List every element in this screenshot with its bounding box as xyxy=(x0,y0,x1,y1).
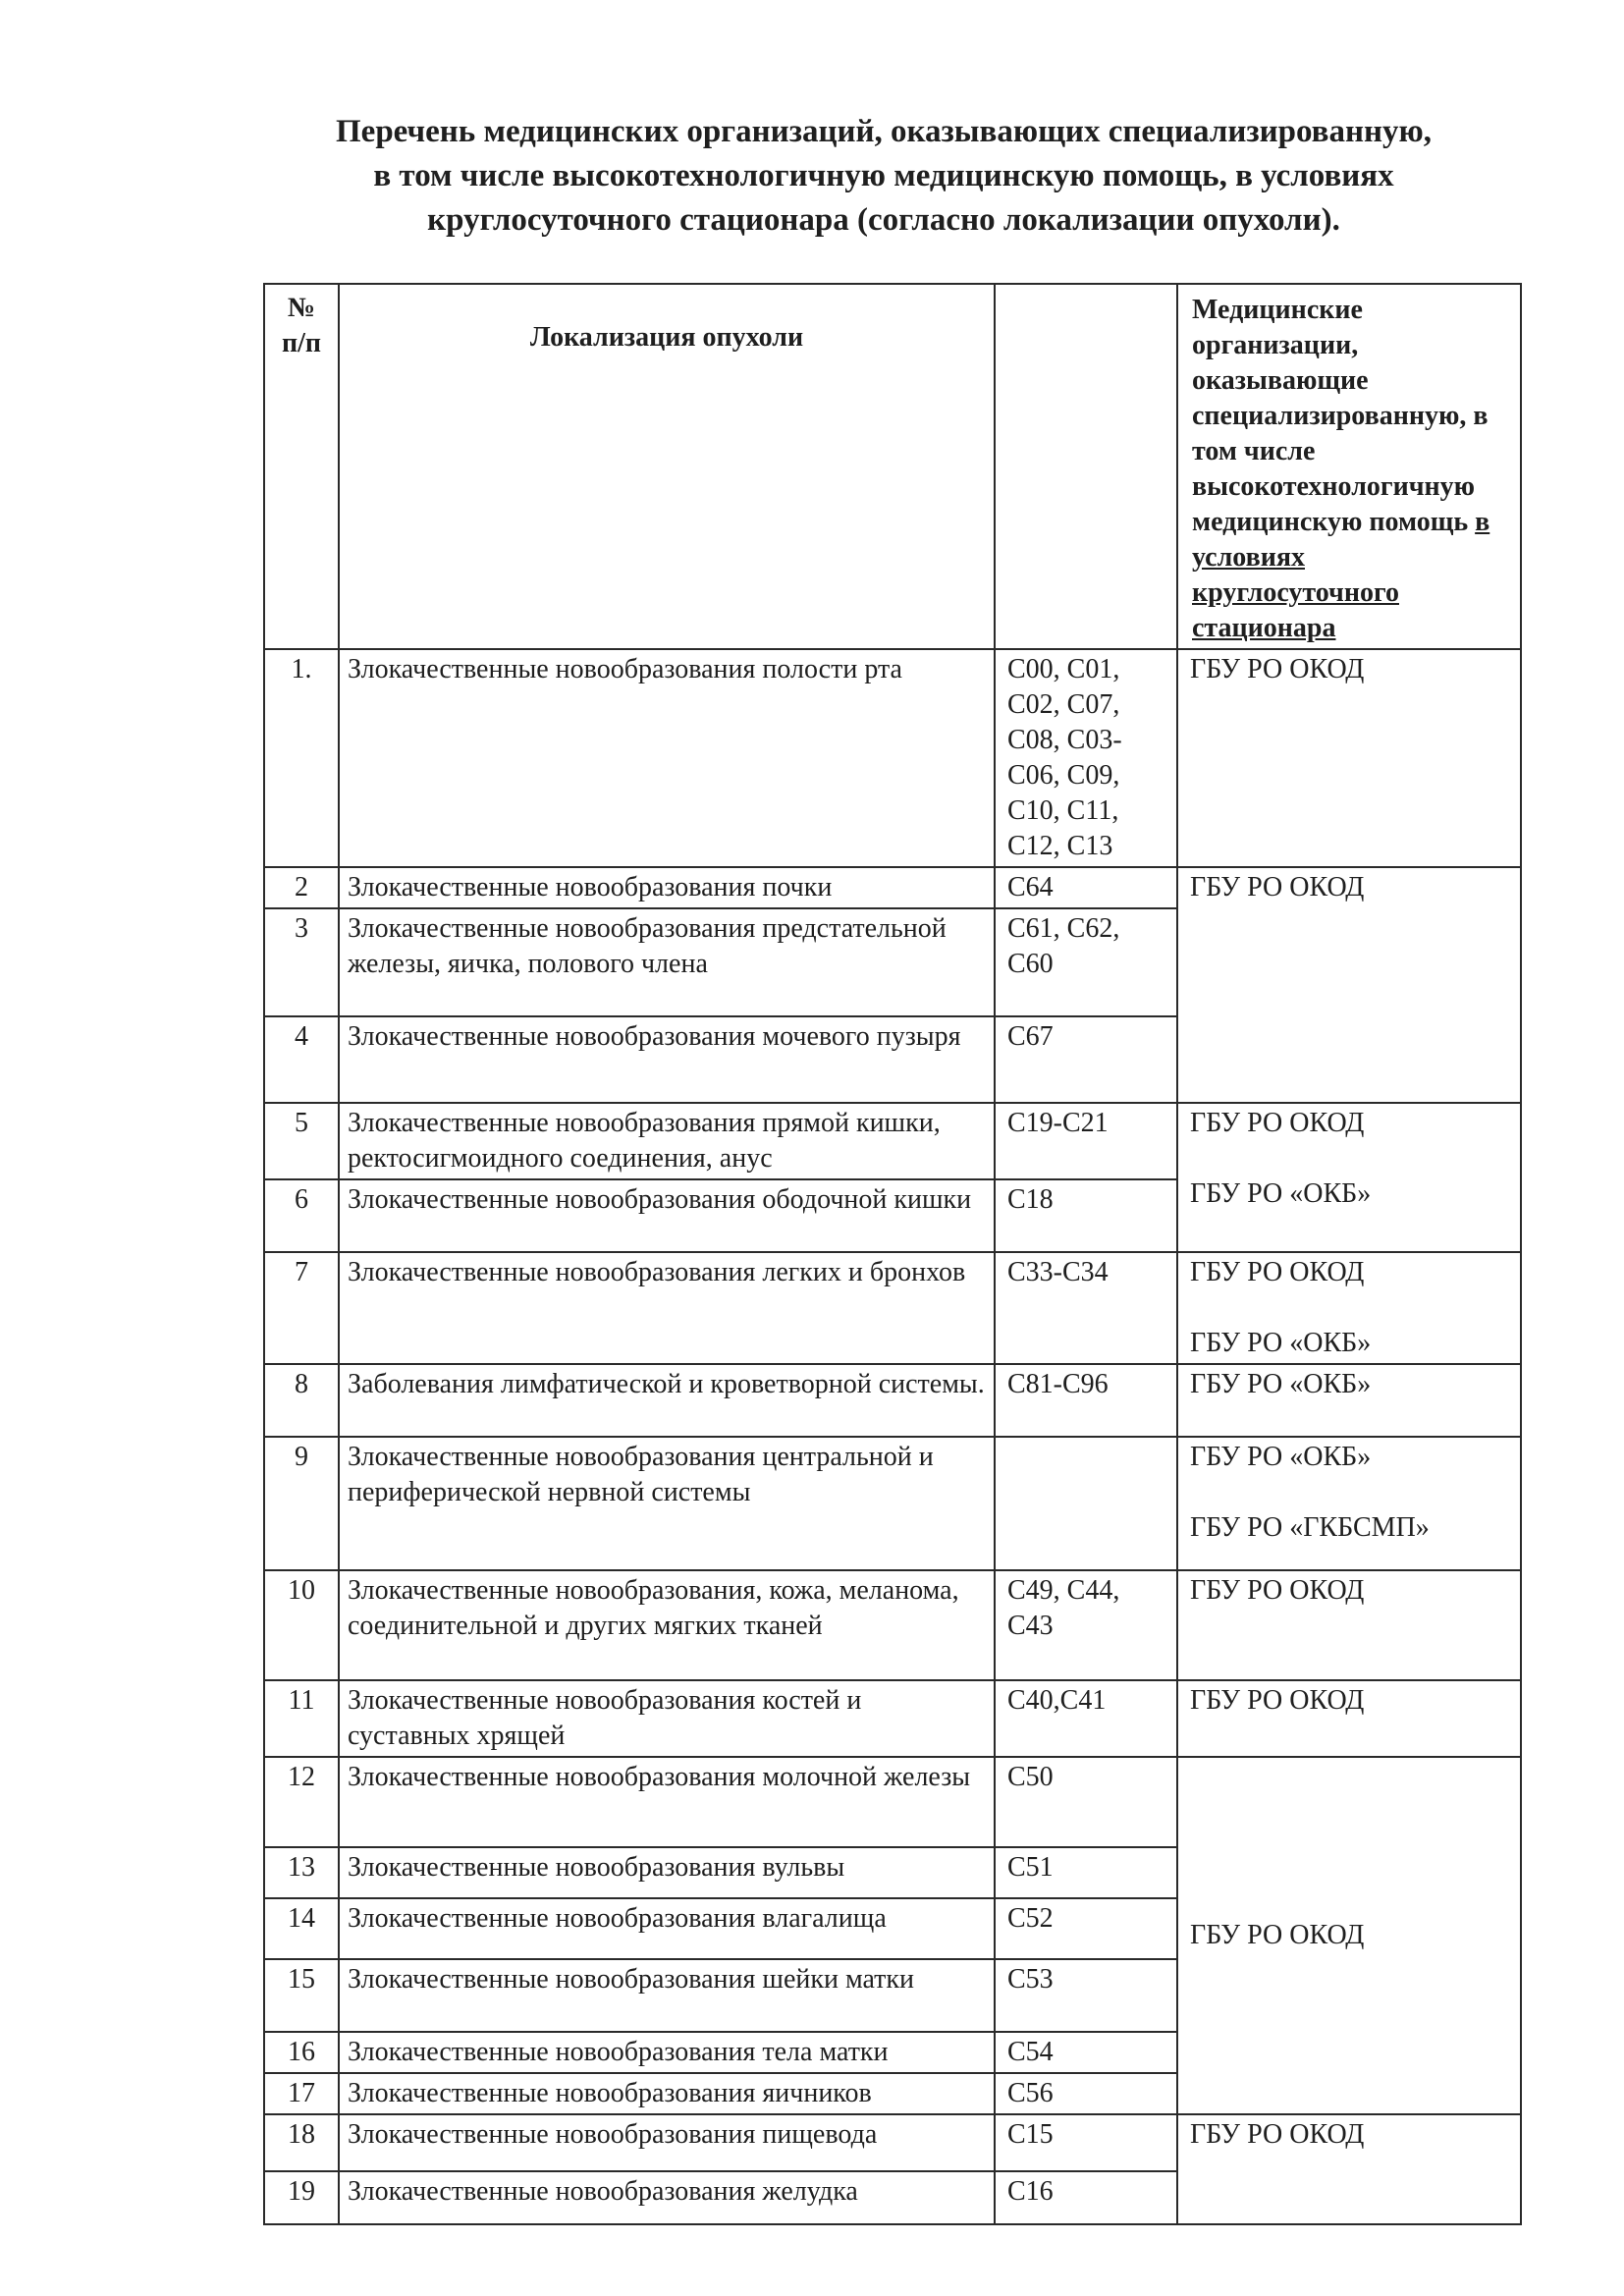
row-number: 16 xyxy=(264,2032,339,2073)
organization-name: ГБУ РО ОКОД xyxy=(1190,1920,1365,1950)
row-number: 4 xyxy=(264,1016,339,1103)
organizations-table xyxy=(263,283,1522,2225)
row-codes: C51 xyxy=(995,1847,1177,1898)
organization-name: ГБУ РО «ОКБ» xyxy=(1190,1442,1372,1472)
row-codes: C53 xyxy=(995,1959,1177,2032)
header-organizations xyxy=(1177,284,1521,649)
row-localization: Злокачественные новообразования предстательной железы, яичка, полового члена xyxy=(339,908,995,1016)
row-number: 10 xyxy=(264,1570,339,1680)
row-organizations xyxy=(1177,649,1521,867)
table-row xyxy=(264,2114,1521,2171)
row-number: 13 xyxy=(264,1847,339,1898)
row-codes: C40,C41 xyxy=(995,1680,1177,1757)
row-codes: C67 xyxy=(995,1016,1177,1103)
row-number: 1. xyxy=(264,649,339,867)
organization-name: ГБУ РО ОКОД xyxy=(1190,1108,1365,1138)
row-codes: C00, C01, C02, C07, C08, C03-C06, C09, C10, C11, C12, C13 xyxy=(995,649,1177,867)
row-localization: Заболевания лимфатической и кроветворной системы. xyxy=(339,1364,995,1437)
header-org-text: Медицинские организации, оказывающие специализированную, в том числе высокотехнологичную медицинскую помощь xyxy=(1192,295,1489,537)
row-organizations xyxy=(1177,1437,1521,1570)
row-localization: Злокачественные новообразования яичников xyxy=(339,2073,995,2114)
row-number: 19 xyxy=(264,2171,339,2224)
table-row xyxy=(264,1252,1521,1364)
table-row xyxy=(264,649,1521,867)
row-codes: C33-C34 xyxy=(995,1252,1177,1364)
organization-name: ГБУ РО «ОКБ» xyxy=(1190,1178,1372,1209)
table-row xyxy=(264,1570,1521,1680)
row-localization: Злокачественные новообразования центральной и периферической нервной системы xyxy=(339,1437,995,1570)
row-localization: Злокачественные новообразования полости рта xyxy=(339,649,995,867)
row-codes: C50 xyxy=(995,1757,1177,1847)
table-row xyxy=(264,867,1521,908)
organization-name: ГБУ РО ОКОД xyxy=(1190,1257,1365,1287)
table-header-row xyxy=(264,284,1521,649)
row-codes: C15 xyxy=(995,2114,1177,2171)
document-title xyxy=(196,110,1571,243)
row-localization: Злокачественные новообразования тела матки xyxy=(339,2032,995,2073)
row-codes xyxy=(995,1437,1177,1570)
header-localization: Локализация опухоли xyxy=(339,284,995,649)
row-localization: Злокачественные новообразования мочевого пузыря xyxy=(339,1016,995,1103)
row-localization: Злокачественные новообразования шейки матки xyxy=(339,1959,995,2032)
row-codes: C18 xyxy=(995,1179,1177,1252)
row-number: 2 xyxy=(264,867,339,908)
organization-name: ГБУ РО ОКОД xyxy=(1190,872,1365,902)
row-organizations xyxy=(1177,1103,1521,1252)
organization-name: ГБУ РО «ОКБ» xyxy=(1190,1328,1372,1358)
header-codes xyxy=(995,284,1177,649)
title-line-3: круглосуточного стационара (согласно локализации опухоли). xyxy=(427,202,1340,238)
row-localization: Злокачественные новообразования ободочной кишки xyxy=(339,1179,995,1252)
row-number: 11 xyxy=(264,1680,339,1757)
row-number: 5 xyxy=(264,1103,339,1179)
title-line-1: Перечень медицинских организаций, оказывающих специализированную, xyxy=(336,114,1432,149)
row-localization: Злокачественные новообразования костей и суставных хрящей xyxy=(339,1680,995,1757)
row-localization: Злокачественные новообразования пищевода xyxy=(339,2114,995,2171)
row-number: 14 xyxy=(264,1898,339,1959)
row-codes: C56 xyxy=(995,2073,1177,2114)
row-number: 6 xyxy=(264,1179,339,1252)
row-organizations xyxy=(1177,1364,1521,1437)
row-number: 17 xyxy=(264,2073,339,2114)
row-organizations xyxy=(1177,1757,1521,2114)
row-localization: Злокачественные новообразования прямой кишки, ректосигмоидного соединения, анус xyxy=(339,1103,995,1179)
organization-name: ГБУ РО ОКОД xyxy=(1190,1685,1365,1716)
row-number: 3 xyxy=(264,908,339,1016)
row-organizations xyxy=(1177,1680,1521,1757)
row-codes: C64 xyxy=(995,867,1177,908)
title-line-2: в том числе высокотехнологичную медицинскую помощь, в условиях xyxy=(373,158,1394,193)
row-localization: Злокачественные новообразования влагалища xyxy=(339,1898,995,1959)
row-number: 15 xyxy=(264,1959,339,2032)
row-number: 9 xyxy=(264,1437,339,1570)
row-number: 7 xyxy=(264,1252,339,1364)
row-organizations xyxy=(1177,1570,1521,1680)
row-number: 12 xyxy=(264,1757,339,1847)
row-organizations xyxy=(1177,867,1521,1103)
table-row xyxy=(264,1437,1521,1570)
row-codes: C54 xyxy=(995,2032,1177,2073)
row-organizations xyxy=(1177,1252,1521,1364)
row-localization: Злокачественные новообразования вульвы xyxy=(339,1847,995,1898)
row-codes: C16 xyxy=(995,2171,1177,2224)
row-localization: Злокачественные новообразования легких и бронхов xyxy=(339,1252,995,1364)
table-row xyxy=(264,1103,1521,1179)
row-localization: Злокачественные новообразования молочной железы xyxy=(339,1757,995,1847)
header-number: № п/п xyxy=(264,284,339,649)
organization-name: ГБУ РО «ОКБ» xyxy=(1190,1369,1372,1399)
row-codes: C19-C21 xyxy=(995,1103,1177,1179)
table-row xyxy=(264,1757,1521,1847)
row-localization: Злокачественные новообразования почки xyxy=(339,867,995,908)
row-codes: C81-C96 xyxy=(995,1364,1177,1437)
row-localization: Злокачественные новообразования, кожа, меланома, соединительной и других мягких тканей xyxy=(339,1570,995,1680)
row-organizations xyxy=(1177,2114,1521,2224)
row-codes: C61, C62, C60 xyxy=(995,908,1177,1016)
table-row xyxy=(264,1680,1521,1757)
organization-name: ГБУ РО «ГКБСМП» xyxy=(1190,1512,1430,1543)
organization-name: ГБУ РО ОКОД xyxy=(1190,1575,1365,1606)
table-row xyxy=(264,1364,1521,1437)
row-number: 8 xyxy=(264,1364,339,1437)
row-codes: C49, C44, C43 xyxy=(995,1570,1177,1680)
organization-name: ГБУ РО ОКОД xyxy=(1190,2119,1365,2150)
row-number: 18 xyxy=(264,2114,339,2171)
organization-name: ГБУ РО ОКОД xyxy=(1190,654,1365,684)
row-localization: Злокачественные новообразования желудка xyxy=(339,2171,995,2224)
row-codes: C52 xyxy=(995,1898,1177,1959)
header-org-underlined: в условиях круглосуточного стационара xyxy=(1192,507,1490,643)
